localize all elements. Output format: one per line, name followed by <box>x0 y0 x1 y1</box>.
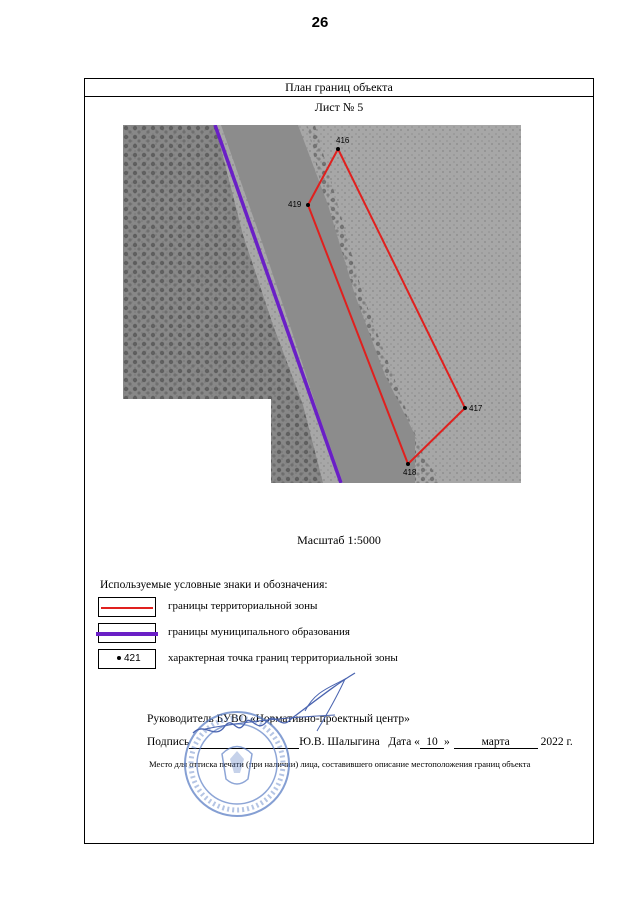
map-scale: Масштаб 1:5000 <box>297 533 381 547</box>
point-label-418: 418 <box>403 468 417 477</box>
aerial-map <box>123 125 521 483</box>
legend-text: границы территориальной зоны <box>168 600 318 612</box>
legend-text: границы муниципального образования <box>168 626 350 638</box>
page-number: 26 <box>311 14 329 31</box>
point-label-419: 419 <box>288 200 302 209</box>
point-416-marker <box>336 147 340 151</box>
date-label: Дата « <box>388 736 420 748</box>
point-sample-label: 421 <box>117 653 141 664</box>
sheet-number: Лист № 5 <box>314 100 364 114</box>
legend-text: характерная точка границ территориальной зоны <box>168 652 398 664</box>
legend-symbol-red-line <box>98 597 156 617</box>
point-417-marker <box>463 406 467 410</box>
date-year: 2022 г. <box>540 736 573 748</box>
point-label-416: 416 <box>336 136 350 145</box>
point-label-417: 417 <box>469 404 483 413</box>
point-418-marker <box>406 462 410 466</box>
head-line: Руководитель БУВО «Нормативно-проектный центр» <box>147 713 410 725</box>
point-419-marker <box>306 203 310 207</box>
signer-name: Ю.В. Шалыгина <box>299 736 380 748</box>
seal-note: Место для оттиска печати (при наличии) лица, составившего описание местоположения границ объекта <box>149 759 531 769</box>
date-sep: » <box>443 736 450 748</box>
handwritten-signature <box>185 671 365 751</box>
boundary-plan-frame <box>84 78 594 844</box>
sign-label: Подпись <box>147 736 190 748</box>
date-day: 10 <box>420 736 444 749</box>
legend-symbol-point <box>98 649 156 669</box>
plan-title: План границ объекта <box>85 79 593 97</box>
date-month: марта <box>454 736 538 749</box>
legend-title: Используемые условные знаки и обозначения: <box>100 579 328 591</box>
legend-symbol-purple-line <box>98 623 156 643</box>
